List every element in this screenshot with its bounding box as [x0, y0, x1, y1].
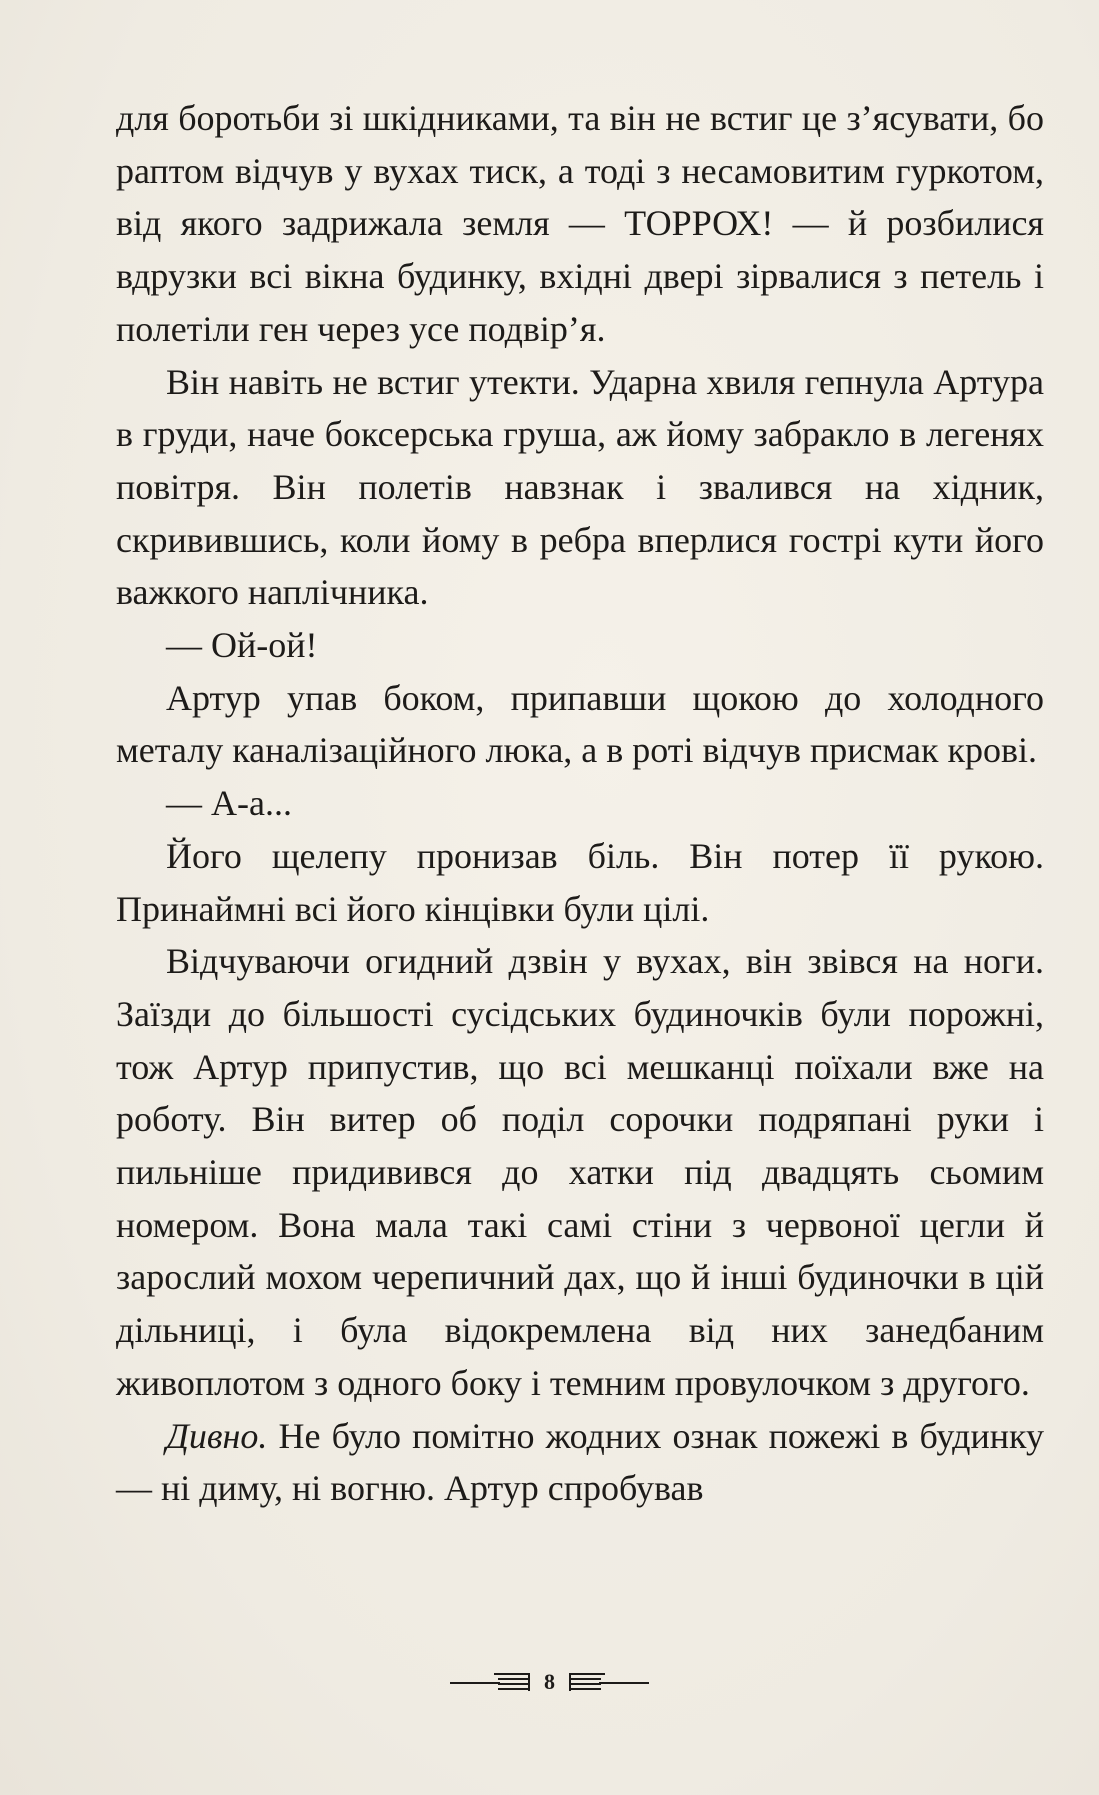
paragraph-6 [116, 1410, 1044, 1515]
right-ornament-icon [569, 1670, 649, 1694]
body-text [116, 92, 1044, 1515]
page-number: 8 [544, 1669, 555, 1694]
page-footer [0, 1662, 1099, 1702]
italic-word: Дивно. [166, 1415, 268, 1456]
paragraph-1: для боротьби зі шкідниками, та він не встиг це з’ясувати, бо раптом відчув у вухах тиск, а тоді з несамовитим гуркотом, від якого задрижала земля — ТОРРОХ! — й розбилися вдрузки всі вікна будинку, вхідні двері зірвалися з петель і полетіли ген через усе подвір’я. [116, 98, 1044, 349]
paragraph-6-text: Не було помітно жодних ознак пожежі в будинку — ні диму, ні вогню. Артур спробував [116, 1415, 1044, 1509]
paragraph-3: Артур упав боком, припавши щокою до холодного металу каналізаційного люка, а в роті відчув присмак крові. [116, 677, 1044, 771]
left-ornament-icon [450, 1670, 530, 1694]
paragraph-2: Він навіть не встиг утекти. Ударна хвиля гепнула Артура в груди, наче боксерська груша, аж йому забракло в легенях повітря. Він полетів навзнак і звалився на хідник, скривившись, коли йому в ребра вперлися гострі кути його важкого наплічника. [116, 361, 1044, 613]
paragraph-5: Відчуваючи огидний дзвін у вухах, він звівся на ноги. Заїзди до більшості сусідських будиночків були порожні, тож Артур припустив, що всі мешканці поїхали вже на роботу. Він витер об поділ сорочки подряпані руки і пильніше придивився до хатки під двадцять сьомим номером. Вона мала такі самі стіни з червоної цегли й зарослий мохом черепичний дах, що й інші будиночки в цій дільниці, і була відокремлена від них занедбаним живоплотом з одного боку і темним провулочком з другого. [116, 941, 1044, 1403]
paragraph-4: Його щелепу пронизав біль. Він потер її рукою. Принаймні всі його кінцівки були цілі. [116, 835, 1044, 929]
dialogue-line-2: — А-а... [166, 783, 292, 824]
dialogue-line-1: — Ой-ой! [166, 625, 318, 666]
